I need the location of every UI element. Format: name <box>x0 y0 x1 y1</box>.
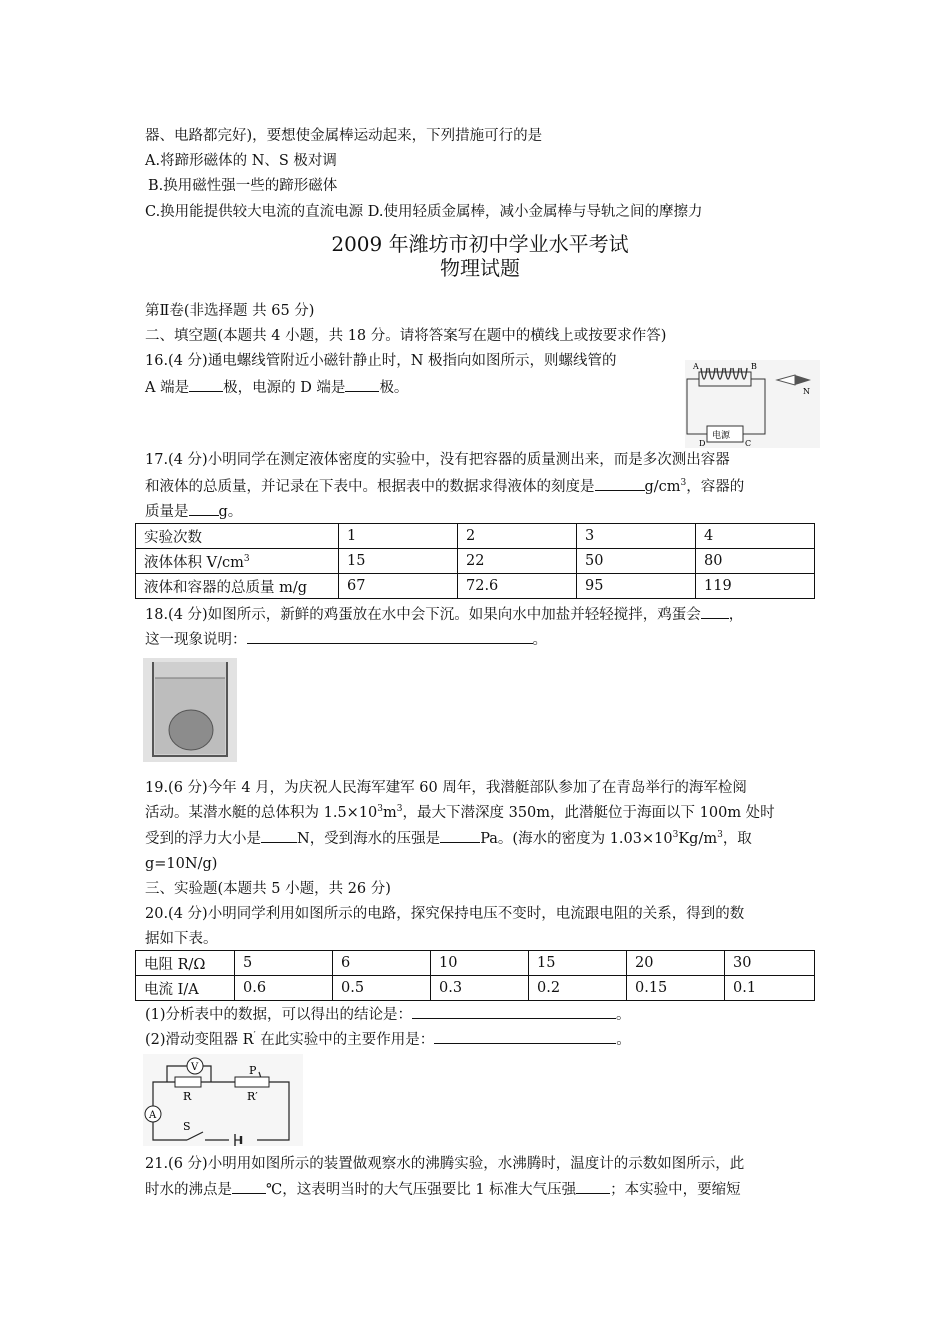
table-row <box>136 976 815 1001</box>
q20-sub2-text-b: 在此实验中的主要作用是： <box>260 1032 435 1048</box>
table-cell: 电流 I/A <box>136 976 235 1001</box>
fill-section-heading: 二、填空题(本题共 4 小题，共 18 分。请将答案写在题中的横线上或按要求作答) <box>145 328 667 344</box>
q20-blank-rheostat-role <box>434 1029 616 1044</box>
q17-line1: 17.(4 分)小明同学在测定液体密度的实验中，没有把容器的质量测出来，而是多次测出容器 <box>145 452 730 468</box>
q19-blank-buoyancy <box>261 828 297 843</box>
table-cell: 电阻 R/Ω <box>136 951 235 976</box>
table-cell: 液体体积 $V/cm^3$ <box>136 549 339 574</box>
q20-line1: 20.(4 分)小明同学利用如图所示的电路，探究保持电压不变时，电流跟电阻的关系，得到的数 <box>145 906 745 922</box>
q16-text-a: A 端是 <box>145 380 190 396</box>
q19-text-d: 受到的浮力大小是 <box>145 831 261 847</box>
q19-text-f: Pa。(海水的密度为 1.03×10 <box>480 831 673 847</box>
table-cell: 5 <box>235 951 333 976</box>
table-cell: 15 <box>529 951 627 976</box>
q17-blank-mass <box>189 501 219 516</box>
table-cell: 10 <box>431 951 529 976</box>
q21-text-c: ；本实验中，要缩短 <box>610 1182 741 1198</box>
table-row <box>136 524 815 549</box>
exam-title: 2009 年潍坊市初中学业水平考试 <box>331 232 629 256</box>
rheostat-label: R′ <box>247 1090 258 1103</box>
q16-text-c: 极。 <box>379 380 409 396</box>
q18-blank-egg <box>701 604 729 619</box>
q19-line3: 受到的浮力大小是 N，受到海水的压强是 Pa。(海水的密度为 $1.03\times 10^3Kg/m^3$，取 <box>145 830 752 847</box>
q20-blank-conclusion <box>412 1004 616 1019</box>
q20-sub1-text: (1)分析表中的数据，可以得出的结论是： <box>145 1007 413 1023</box>
q17-line2: 和液体的总质量，并记录在下表中。根据表中的数据求得液体的刻度是 $g/cm^3$，容器的 <box>145 478 745 495</box>
table-cell: 3 <box>577 524 696 549</box>
table-cell: 20 <box>627 951 725 976</box>
q20-sub1 <box>145 1004 631 1025</box>
q16-text-b: 极，电源的 D 端是 <box>223 380 346 396</box>
q19-text-a: 活动。某潜水艇的总体积为 1.5×10 <box>145 805 378 821</box>
option-cd: C.换用能提供较大电流的直流电源 D.使用轻质金属棒，减小金属棒与导轨之间的摩擦力 <box>145 204 703 220</box>
table-row <box>136 549 815 574</box>
table-cell: 80 <box>696 549 815 574</box>
q19-line2: 活动。某潜水艇的总体积为 $1.5\times 10^3m^3$，最大下潜深度 350m，此潜艇位于海面以下 100m 处时 <box>145 804 775 821</box>
q18-text-b: ， <box>728 607 744 623</box>
q18-text-c: 这一现象说明： <box>145 632 247 648</box>
table-cell: 15 <box>339 549 458 574</box>
table-cell: 95 <box>577 574 696 599</box>
solenoid-figure <box>685 360 820 448</box>
q21-line2 <box>145 1179 741 1200</box>
table-cell: 0.15 <box>627 976 725 1001</box>
q17-blank-density <box>595 476 645 491</box>
fig-power-source: 电源 <box>712 431 731 441</box>
experiment-section-heading: 三、实验题(本题共 5 小题，共 26 分) <box>145 881 391 897</box>
table-cell: 6 <box>333 951 431 976</box>
density-table <box>135 523 815 599</box>
circuit-figure <box>143 1054 303 1146</box>
q17-text-b: g/cm <box>644 479 681 495</box>
table-cell: 119 <box>696 574 815 599</box>
fig-label-n: N <box>803 387 810 396</box>
q18-text-d: 。 <box>532 632 547 648</box>
table-cell: 0.5 <box>333 976 431 1001</box>
switch-label: S <box>183 1120 191 1133</box>
table-cell: 0.2 <box>529 976 627 1001</box>
resistance-current-table <box>135 950 815 1001</box>
q16-blank-d <box>345 377 379 392</box>
table-cell: 液体和容器的总质量 m/g <box>136 574 339 599</box>
table-cell: 30 <box>725 951 815 976</box>
table-cell: 0.3 <box>431 976 529 1001</box>
q18-text-a: 18.(4 分)如图所示，新鲜的鸡蛋放在水中会下沉。如果向水中加盐并轻轻搅拌，鸡蛋会 <box>145 607 701 623</box>
q19-text-b: m <box>383 805 397 821</box>
q21-line1: 21.(6 分)小明用如图所示的装置做观察水的沸腾实验，水沸腾时，温度计的示数如图所示，此 <box>145 1156 745 1172</box>
resistor-label: R <box>183 1090 192 1103</box>
q19-text-h: ，取 <box>722 831 752 847</box>
fig-label-b: B <box>751 362 757 371</box>
table-cell: 1 <box>339 524 458 549</box>
q19-line4: g=10N/g) <box>145 856 218 872</box>
q20-sub2-text: (2)滑动变阻器 R <box>145 1032 254 1048</box>
slider-label: P <box>249 1064 257 1077</box>
table-row <box>136 574 815 599</box>
table-cell: 22 <box>458 549 577 574</box>
q20-sub1-end: 。 <box>616 1007 631 1023</box>
q21-text-a: 时水的沸点是 <box>145 1182 232 1198</box>
table-cell: 72.6 <box>458 574 577 599</box>
q17-text-d: 质量是 <box>145 504 189 520</box>
fig-label-a: A <box>693 362 699 371</box>
q17-text-e: g。 <box>218 504 243 520</box>
q17-line3 <box>145 501 242 522</box>
q20-line2: 据如下表。 <box>145 931 218 947</box>
q19-text-e: N，受到海水的压强是 <box>297 831 441 847</box>
q21-blank-boiling-point <box>232 1179 266 1194</box>
intro-line: 器、电路都完好)，要想使金属棒运动起来，下列措施可行的是 <box>145 128 543 144</box>
table-cell: 50 <box>577 549 696 574</box>
q20-sub2-end: 。 <box>616 1032 631 1048</box>
q18-line2 <box>145 629 547 650</box>
q19-line1: 19.(6 分)今年 4 月，为庆祝人民海军建军 60 周年，我潜艇部队参加了在青岛举行的海军检阅 <box>145 780 747 796</box>
option-a: A.将蹄形磁体的 N、S 极对调 <box>145 153 337 169</box>
fig-label-c: C <box>745 439 752 448</box>
q19-text-c: ，最大下潜深度 350m，此潜艇位于海面以下 100m 处时 <box>402 805 775 821</box>
q19-blank-pressure <box>440 828 480 843</box>
table-cell: 67 <box>339 574 458 599</box>
q16-line1: 16.(4 分)通电螺线管附近小磁针静止时，N 极指向如图所示，则螺线管的 <box>145 353 617 369</box>
ammeter-label: A <box>149 1110 157 1121</box>
table-cell: 0.6 <box>235 976 333 1001</box>
q17-text-a: 和液体的总质量，并记录在下表中。根据表中的数据求得液体的刻度是 <box>145 479 595 495</box>
table-cell: 4 <box>696 524 815 549</box>
table-cell: 2 <box>458 524 577 549</box>
exam-subtitle: 物理试题 <box>440 256 520 280</box>
q16-line2 <box>145 377 408 398</box>
beaker-egg-figure <box>143 658 237 762</box>
table-cell: 0.1 <box>725 976 815 1001</box>
q17-text-c: ，容器的 <box>686 479 745 495</box>
q21-blank-pressure <box>576 1179 610 1194</box>
q19-text-g: Kg/m <box>678 831 718 847</box>
fig-label-d: D <box>699 439 706 448</box>
option-b: B.换用磁性强一些的蹄形磁体 <box>148 178 338 194</box>
voltmeter-label: V <box>191 1062 199 1073</box>
table-cell: 实验次数 <box>136 524 339 549</box>
q21-text-b: ℃，这表明当时的大气压强要比 1 标准大气压强 <box>266 1182 577 1198</box>
table-row <box>136 951 815 976</box>
q18-blank-explanation <box>247 629 533 644</box>
q20-sub2: (2)滑动变阻器 R′ 在此实验中的主要作用是： 。 <box>145 1031 631 1048</box>
q18-line1 <box>145 604 743 625</box>
volume-heading: 第Ⅱ卷(非选择题 共 65 分) <box>145 303 315 319</box>
q16-blank-a <box>189 377 223 392</box>
